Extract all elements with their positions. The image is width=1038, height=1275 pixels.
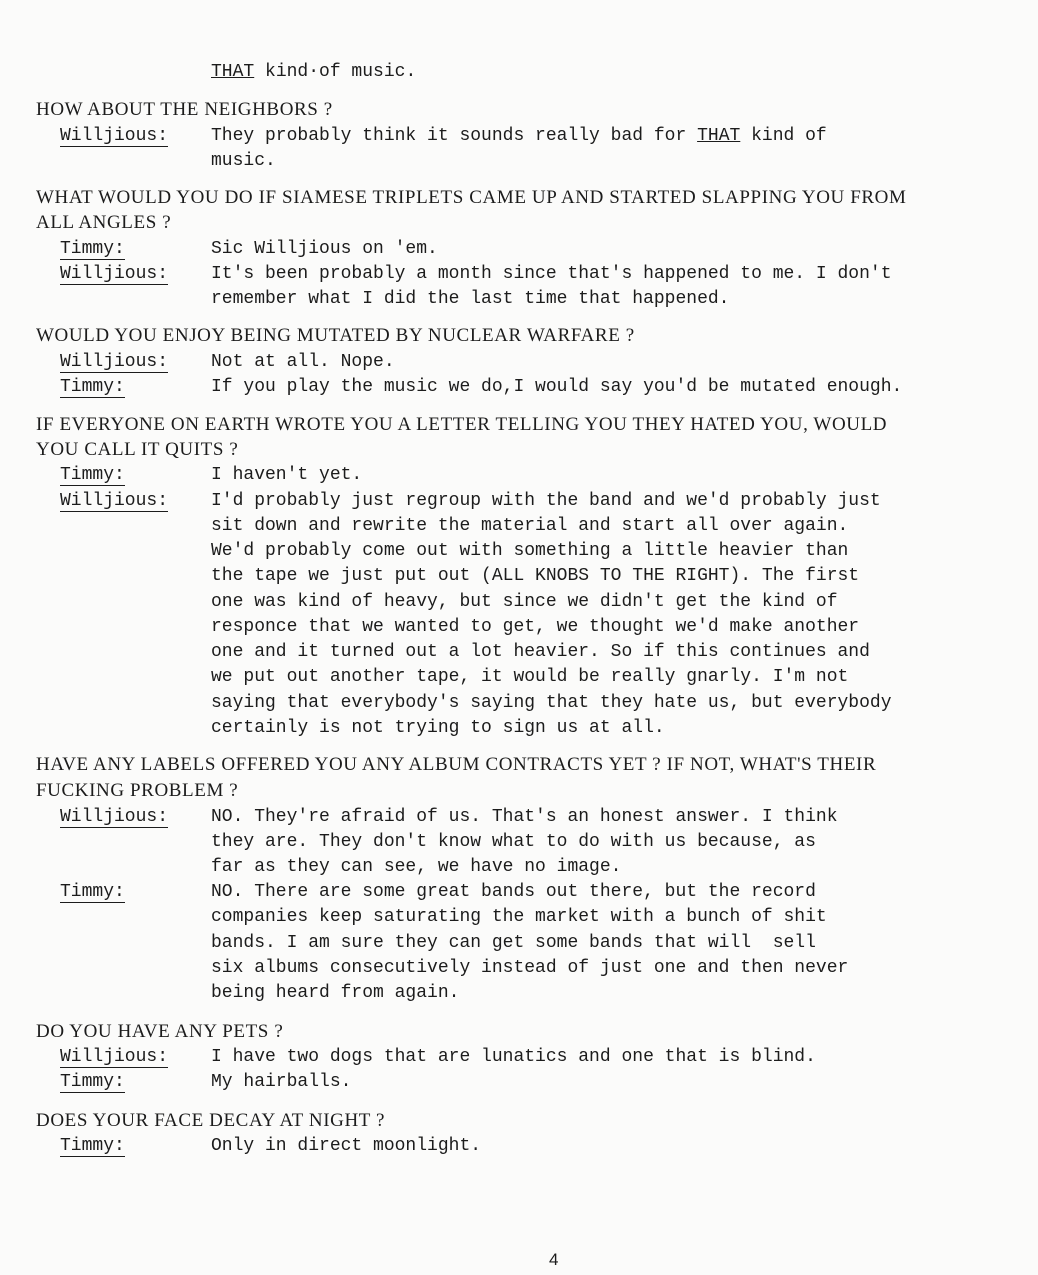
answer-line: six albums consecutively instead of just one and then never: [211, 958, 849, 978]
speaker-label: Willjious:: [60, 807, 169, 827]
answer-line: sit down and rewrite the material and start all over again.: [211, 516, 849, 536]
answer-line: I haven't yet.: [211, 465, 363, 485]
answer-line: Only in direct moonlight.: [211, 1136, 482, 1156]
answer-line: remember what I did the last time that happened.: [211, 289, 730, 309]
answer-line: one was kind of heavy, but since we didn't get the kind of: [211, 592, 838, 612]
question: ALL ANGLES ?: [36, 212, 172, 233]
answer-line: saying that everybody's saying that they hate us, but everybody: [211, 693, 892, 713]
answer-line: I have two dogs that are lunatics and one that is blind.: [211, 1047, 816, 1067]
question: DOES YOUR FACE DECAY AT NIGHT ?: [36, 1110, 386, 1131]
speaker-label: Willjious:: [60, 1047, 169, 1067]
answer-line: Sic Willjious on 'em.: [211, 239, 438, 259]
answer-line: They probably think it sounds really bad for THAT kind of: [211, 126, 827, 146]
speaker-label: Timmy:: [60, 1136, 125, 1156]
answer-line: one and it turned out a lot heavier. So if this continues and: [211, 642, 870, 662]
answer-line: companies keep saturating the market with a bunch of shit: [211, 907, 827, 927]
answer-line: they are. They don't know what to do with us because, as: [211, 832, 816, 852]
page-number: 4: [549, 1250, 559, 1269]
speaker-label: Willjious:: [60, 491, 169, 511]
answer-line: Not at all. Nope.: [211, 352, 395, 372]
answer-line: bands. I am sure they can get some bands that will sell: [211, 933, 816, 953]
answer-line: being heard from again.: [211, 983, 460, 1003]
answer-line: It's been probably a month since that's happened to me. I don't: [211, 264, 892, 284]
answer-line: My hairballs.: [211, 1072, 352, 1092]
answer-line: responce that we wanted to get, we thought we'd make another: [211, 617, 860, 637]
speaker-label: Timmy:: [60, 882, 125, 902]
answer-line: I'd probably just regroup with the band and we'd probably just: [211, 491, 881, 511]
answer-line: the tape we just put out (ALL KNOBS TO THE RIGHT). The first: [211, 566, 860, 586]
question: DO YOU HAVE ANY PETS ?: [36, 1021, 284, 1042]
answer-line: NO. There are some great bands out there, but the record: [211, 882, 816, 902]
answer-line: we put out another tape, it would be really gnarly. I'm not: [211, 667, 849, 687]
answer-line: If you play the music we do,I would say you'd be mutated enough.: [211, 377, 903, 397]
speaker-label: Timmy:: [60, 239, 125, 259]
question: HAVE ANY LABELS OFFERED YOU ANY ALBUM CONTRACTS YET ? IF NOT, WHAT'S THEIR: [36, 754, 877, 775]
speaker-label: Willjious:: [60, 126, 169, 146]
continued-answer-line: THAT kind·of music.: [211, 62, 417, 82]
speaker-label: Willjious:: [60, 264, 169, 284]
answer-line: certainly is not trying to sign us at all.: [211, 718, 665, 738]
question: HOW ABOUT THE NEIGHBORS ?: [36, 99, 333, 120]
question: IF EVERYONE ON EARTH WROTE YOU A LETTER TELLING YOU THEY HATED YOU, WOULD: [36, 414, 888, 435]
answer-line: We'd probably come out with something a little heavier than: [211, 541, 849, 561]
answer-line: NO. They're afraid of us. That's an honest answer. I think: [211, 807, 838, 827]
speaker-label: Willjious:: [60, 352, 169, 372]
speaker-label: Timmy:: [60, 377, 125, 397]
question: YOU CALL IT QUITS ?: [36, 439, 239, 460]
answer-line: far as they can see, we have no image.: [211, 857, 622, 877]
answer-line: music.: [211, 151, 276, 171]
speaker-label: Timmy:: [60, 465, 125, 485]
question: FUCKING PROBLEM ?: [36, 780, 239, 801]
question: WHAT WOULD YOU DO IF SIAMESE TRIPLETS CAME UP AND STARTED SLAPPING YOU FROM: [36, 187, 907, 208]
question: WOULD YOU ENJOY BEING MUTATED BY NUCLEAR WARFARE ?: [36, 325, 635, 346]
speaker-label: Timmy:: [60, 1072, 125, 1092]
